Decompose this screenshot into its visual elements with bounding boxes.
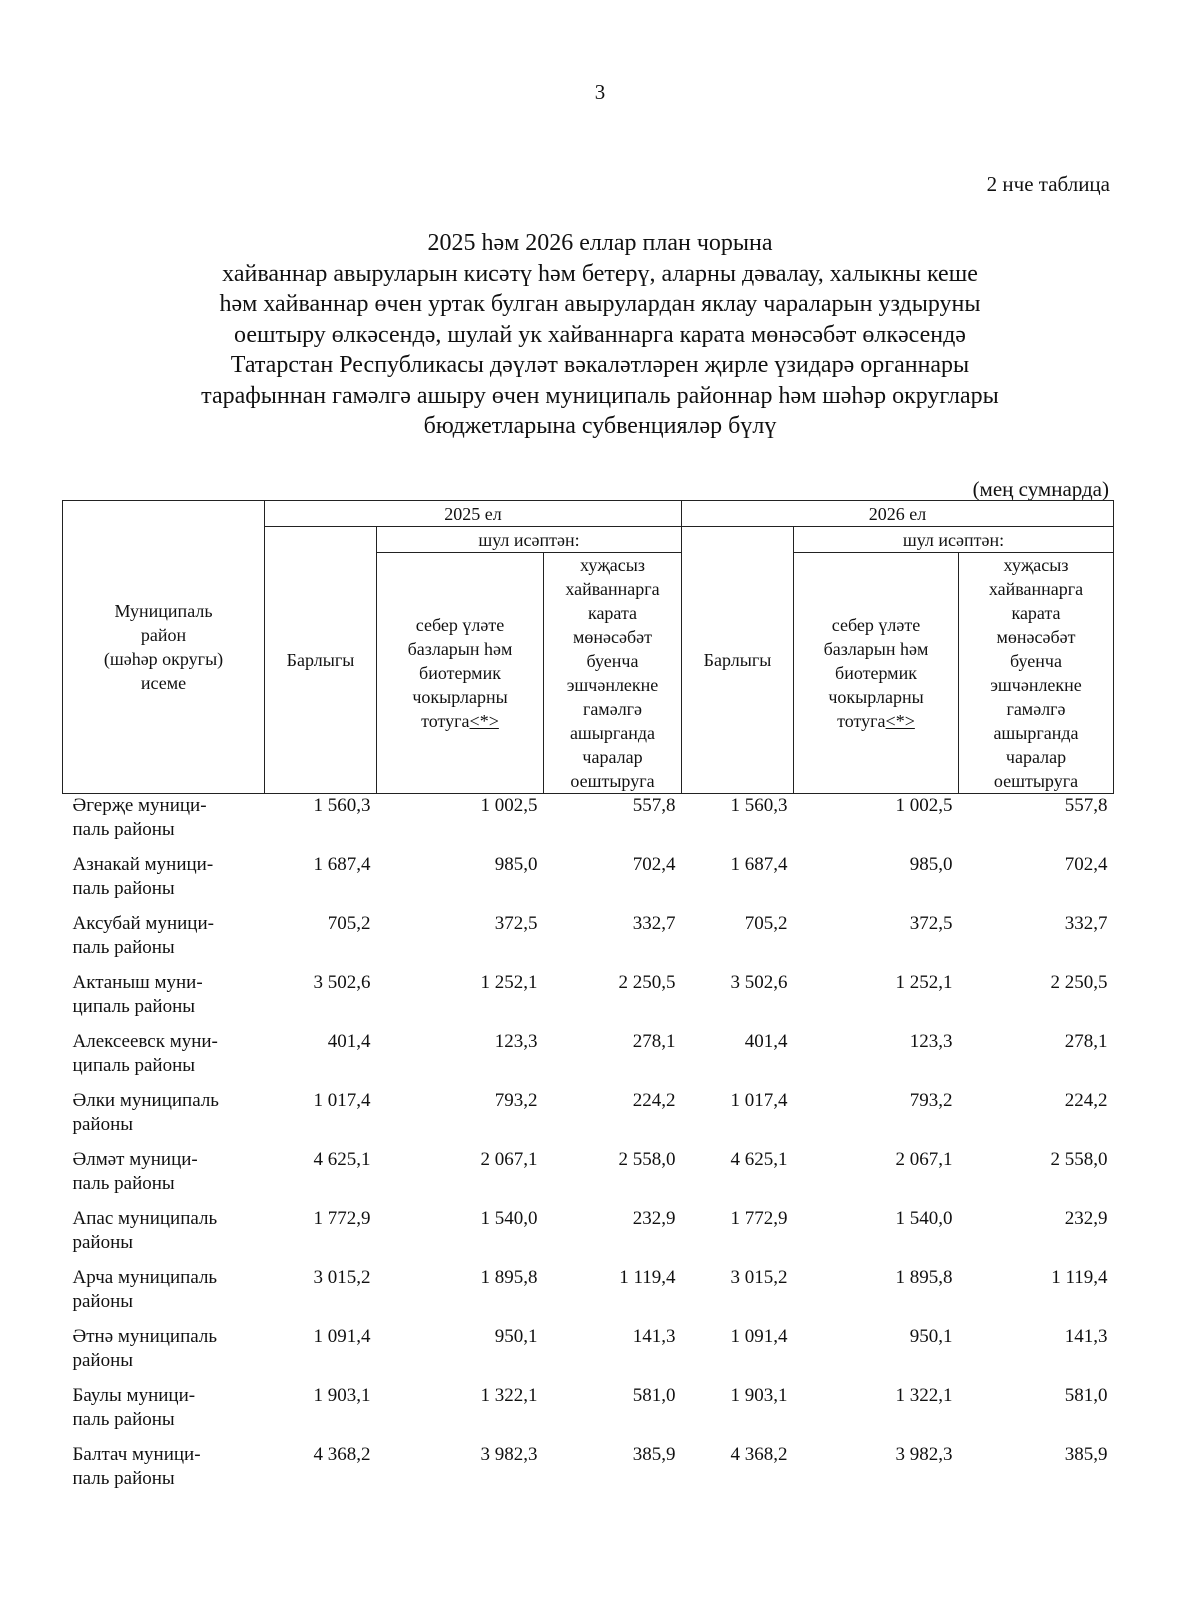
biothermal-2025-cell: 372,5	[494, 913, 538, 934]
municipality-name-cell: Арча муниципаль районы	[72, 1267, 218, 1312]
stray-2025-cell: 278,1	[632, 1031, 676, 1052]
stray-2025-cell: 141,3	[632, 1326, 676, 1347]
table-row	[63, 1030, 1114, 1089]
biothermal-2025-cell: 1 252,1	[480, 972, 538, 993]
stray-2026-cell: 278,1	[1064, 1031, 1108, 1052]
biothermal-2025-cell: 793,2	[494, 1090, 538, 1111]
municipality-name-cell: Баулы муници- паль районы	[72, 1385, 196, 1430]
total-2025-cell: 3 015,2	[313, 1267, 371, 1288]
table-label: 2 нче таблица	[986, 172, 1110, 196]
municipality-name-cell: Алексеевск муни- ципаль районы	[72, 1031, 218, 1076]
stray-2025-cell: 581,0	[632, 1385, 676, 1406]
total-2026-cell: 3 502,6	[730, 972, 788, 993]
total-2025-cell: 1 560,3	[313, 795, 371, 816]
table-row	[63, 1325, 1114, 1384]
stray-2025-cell: 385,9	[632, 1444, 676, 1465]
biothermal-2026-cell: 1 252,1	[895, 972, 953, 993]
biothermal-2026-cell: 372,5	[909, 913, 953, 934]
total-2026-cell: 1 017,4	[730, 1090, 788, 1111]
table-body	[63, 794, 1114, 1503]
header-year-2025: 2025 ел	[265, 501, 682, 527]
municipality-name-cell: Әлмәт муници- паль районы	[72, 1149, 198, 1194]
table-row	[63, 1266, 1114, 1325]
total-2025-cell: 4 368,2	[313, 1444, 371, 1465]
stray-2025-cell: 702,4	[632, 854, 676, 875]
total-2025-cell: 705,2	[327, 913, 371, 934]
municipality-name-cell: Актаныш муни- ципаль районы	[72, 972, 203, 1017]
stray-2026-cell: 224,2	[1064, 1090, 1108, 1111]
total-2026-cell: 1 687,4	[730, 854, 788, 875]
title-line: хайваннар авыруларын кисәтү һәм бетерү, аларны дәвалау, халыкны кеше	[222, 260, 978, 287]
header-including-2025: шул исәптән:	[377, 527, 682, 553]
title-line: бюджетларына субвенцияләр бүлү	[423, 413, 777, 439]
header-stray-2025: хуҗасыз хайваннарга карата мөнәсәбәт буенча эшчәнлекне гамәлгә ашырганда чаралар оештыруга	[544, 553, 682, 794]
stray-2026-cell: 557,8	[1064, 795, 1108, 816]
biothermal-2025-cell: 1 322,1	[480, 1385, 538, 1406]
biothermal-2026-cell: 123,3	[909, 1031, 953, 1052]
total-2026-cell: 1 903,1	[730, 1385, 788, 1406]
header-biothermal-2026	[794, 553, 959, 794]
stray-2026-cell: 2 558,0	[1050, 1149, 1108, 1170]
biothermal-2026-cell: 1 895,8	[895, 1267, 953, 1288]
municipality-name-cell: Әтнә муниципаль районы	[72, 1326, 217, 1371]
table-row	[63, 794, 1114, 854]
title-line: тарафыннан гамәлгә ашыру өчен муниципаль районнар һәм шәһәр округлары	[201, 382, 999, 409]
total-2026-cell: 4 368,2	[730, 1444, 788, 1465]
biothermal-2026-cell: 1 540,0	[895, 1208, 953, 1229]
title-line: 2025 һәм 2026 еллар план чорына	[427, 230, 773, 256]
total-2025-cell: 1 903,1	[313, 1385, 371, 1406]
municipality-name-cell: Әлки муниципаль районы	[72, 1090, 219, 1135]
stray-2026-cell: 332,7	[1064, 913, 1108, 934]
total-2025-cell: 4 625,1	[313, 1149, 371, 1170]
table-row	[63, 1207, 1114, 1266]
stray-2026-cell: 2 250,5	[1050, 972, 1108, 993]
table-row	[63, 912, 1114, 971]
table-row	[63, 853, 1114, 912]
biothermal-2025-cell: 1 895,8	[480, 1267, 538, 1288]
stray-2026-cell: 581,0	[1064, 1385, 1108, 1406]
stray-2025-cell: 224,2	[632, 1090, 676, 1111]
header-year-2026: 2026 ел	[682, 501, 1114, 527]
header-total-2026: Барлыгы	[682, 527, 794, 794]
stray-2025-cell: 1 119,4	[619, 1267, 676, 1288]
total-2025-cell: 1 772,9	[313, 1208, 371, 1229]
total-2026-cell: 401,4	[744, 1031, 788, 1052]
stray-2026-cell: 141,3	[1064, 1326, 1108, 1347]
total-2026-cell: 1 091,4	[730, 1326, 788, 1347]
header-biothermal-text: себер үләте базларын һәм биотермик чокырларны тотуга	[407, 615, 513, 731]
table-row	[63, 1089, 1114, 1148]
table-row	[63, 1443, 1114, 1502]
header-stray-2026: хуҗасыз хайваннарга карата мөнәсәбәт буенча эшчәнлекне гамәлгә ашырганда чаралар оештыруга	[959, 553, 1114, 794]
footnote-ref-link[interactable]: <*>	[469, 711, 499, 731]
header-including-2026: шул исәптән:	[794, 527, 1114, 553]
stray-2026-cell: 1 119,4	[1051, 1267, 1108, 1288]
biothermal-2026-cell: 2 067,1	[895, 1149, 953, 1170]
title-line: һәм хайваннар өчен уртак булган авырулардан яклау чараларын уздыруны	[219, 291, 981, 317]
total-2026-cell: 705,2	[744, 913, 788, 934]
biothermal-2026-cell: 950,1	[909, 1326, 953, 1347]
biothermal-2025-cell: 1 540,0	[480, 1208, 538, 1229]
header-biothermal-2025	[377, 553, 544, 794]
header-municipality: Муниципаль район (шәһәр округы) исеме	[63, 501, 265, 794]
subventions-table	[62, 500, 1114, 1502]
page-number: 3	[594, 80, 606, 104]
stray-2026-cell: 232,9	[1064, 1208, 1108, 1229]
total-2025-cell: 1 687,4	[313, 854, 371, 875]
biothermal-2025-cell: 3 982,3	[480, 1444, 538, 1465]
total-2025-cell: 1 091,4	[313, 1326, 371, 1347]
municipality-name-cell: Аксубай муници- паль районы	[72, 913, 214, 958]
document-title	[120, 228, 1080, 442]
table-row	[63, 971, 1114, 1030]
municipality-name-cell: Апас муниципаль районы	[72, 1208, 218, 1253]
stray-2025-cell: 2 250,5	[618, 972, 676, 993]
biothermal-2026-cell: 1 322,1	[895, 1385, 953, 1406]
biothermal-2026-cell: 3 982,3	[895, 1444, 953, 1465]
title-line: Татарстан Республикасы дәүләт вәкаләтләрен җирле үзидарә органнары	[230, 352, 970, 378]
total-2026-cell: 1 560,3	[730, 795, 788, 816]
total-2026-cell: 4 625,1	[730, 1149, 788, 1170]
stray-2025-cell: 557,8	[632, 795, 676, 816]
header-biothermal-text: себер үләте базларын һәм биотермик чокырларны тотуга	[823, 615, 929, 731]
stray-2026-cell: 702,4	[1064, 854, 1108, 875]
stray-2025-cell: 2 558,0	[618, 1149, 676, 1170]
total-2025-cell: 1 017,4	[313, 1090, 371, 1111]
units-note: (мең сумнарда)	[972, 477, 1109, 501]
biothermal-2025-cell: 985,0	[494, 854, 538, 875]
table-row	[63, 1148, 1114, 1207]
title-line: оештыру өлкәсендә, шулай ук хайваннарга карата мөнәсәбәт өлкәсендә	[234, 321, 966, 348]
total-2025-cell: 401,4	[327, 1031, 371, 1052]
stray-2026-cell: 385,9	[1064, 1444, 1108, 1465]
biothermal-2026-cell: 1 002,5	[895, 795, 953, 816]
total-2026-cell: 1 772,9	[730, 1208, 788, 1229]
total-2026-cell: 3 015,2	[730, 1267, 788, 1288]
biothermal-2026-cell: 793,2	[909, 1090, 953, 1111]
municipality-name-cell: Әгерҗе муници- паль районы	[72, 795, 207, 840]
stray-2025-cell: 232,9	[632, 1208, 676, 1229]
table-row	[63, 1384, 1114, 1443]
biothermal-2026-cell: 985,0	[909, 854, 953, 875]
stray-2025-cell: 332,7	[632, 913, 676, 934]
header-total-2025: Барлыгы	[265, 527, 377, 794]
biothermal-2025-cell: 2 067,1	[480, 1149, 538, 1170]
biothermal-2025-cell: 950,1	[494, 1326, 538, 1347]
municipality-name-cell: Азнакай муници- паль районы	[72, 854, 214, 899]
total-2025-cell: 3 502,6	[313, 972, 371, 993]
biothermal-2025-cell: 123,3	[494, 1031, 538, 1052]
biothermal-2025-cell: 1 002,5	[480, 795, 538, 816]
footnote-ref-link[interactable]: <*>	[885, 711, 915, 731]
municipality-name-cell: Балтач муници- паль районы	[72, 1444, 201, 1489]
